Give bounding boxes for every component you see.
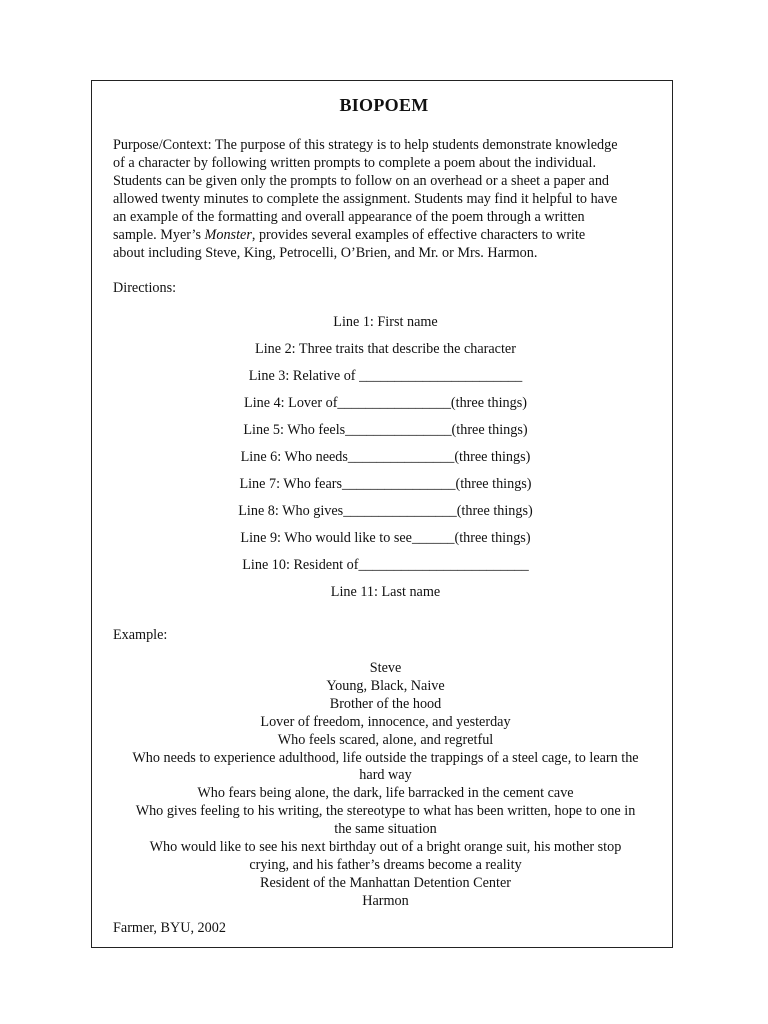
purpose-line-7: about including Steve, King, Petrocelli, O’Brien, and Mr. or Mrs. Harmon. [113,245,538,261]
poem-line: Resident of the Manhattan Detention Center [260,874,511,891]
poem-line: Who fears being alone, the dark, life barracked in the cement cave [197,785,574,802]
purpose-line-6-pre: sample. Myer’s [113,227,205,243]
poem-line: Brother of the hood [329,695,442,712]
purpose-line-1: Purpose/Context: The purpose of this strategy is to help students demonstrate knowledge [113,137,618,153]
direction-line: Line 2: Three traits that describe the character [255,341,516,357]
direction-line: Line 7: Who fears________________(three things) [239,476,532,492]
purpose-paragraph [113,136,658,262]
directions-list [113,313,658,610]
citation-footer: Farmer, BYU, 2002 [113,920,226,936]
directions-label: Directions: [113,280,177,296]
poem-line: Lover of freedom, innocence, and yesterday [260,713,511,730]
poem-line: the same situation [334,821,437,838]
purpose-line-3: Students can be given only the prompts to follow on an overhead or a sheet a paper and [113,173,610,189]
book-title: Monster [204,227,252,243]
direction-line: Line 11: Last name [330,584,441,600]
poem-line: Steve [369,660,402,676]
poem-line: hard way [359,767,412,784]
purpose-line-6-post: , provides several examples of effective characters to write [251,227,586,243]
poem-line: Who gives feeling to his writing, the stereotype to what has been written, hope to one in [135,803,636,820]
example-label: Example: [113,627,168,643]
page-title: BIOPOEM [339,95,429,115]
direction-line: Line 3: Relative of _______________________ [248,368,523,384]
direction-line: Line 9: Who would like to see______(three things) [240,530,531,546]
direction-line: Line 4: Lover of________________(three things) [244,395,527,411]
purpose-line-2: of a character by following written prompts to complete a poem about the individual. [113,155,597,171]
direction-line: Line 10: Resident of________________________ [242,557,529,573]
direction-line: Line 8: Who gives________________(three things) [238,503,533,519]
direction-line: Line 6: Who needs_______________(three things) [240,449,531,465]
purpose-line-6 [113,226,658,244]
poem-line: Harmon [362,892,409,909]
direction-line: Line 5: Who feels_______________(three things) [243,422,528,438]
purpose-line-4: allowed twenty minutes to complete the assignment. Students may find it helpful to have [113,191,618,207]
purpose-line-5: an example of the formatting and overall appearance of the poem through a written [113,209,585,225]
example-poem [113,660,658,911]
poem-line: Young, Black, Naive [326,677,445,694]
poem-line: crying, and his father’s dreams become a reality [249,856,522,873]
poem-line: Who would like to see his next birthday out of a bright orange suit, his mother stop [149,839,622,856]
direction-line: Line 1: First name [333,314,438,330]
poem-line: Who needs to experience adulthood, life outside the trappings of a steel cage, to learn the [132,749,639,766]
poem-line: Who feels scared, alone, and regretful [277,731,494,748]
